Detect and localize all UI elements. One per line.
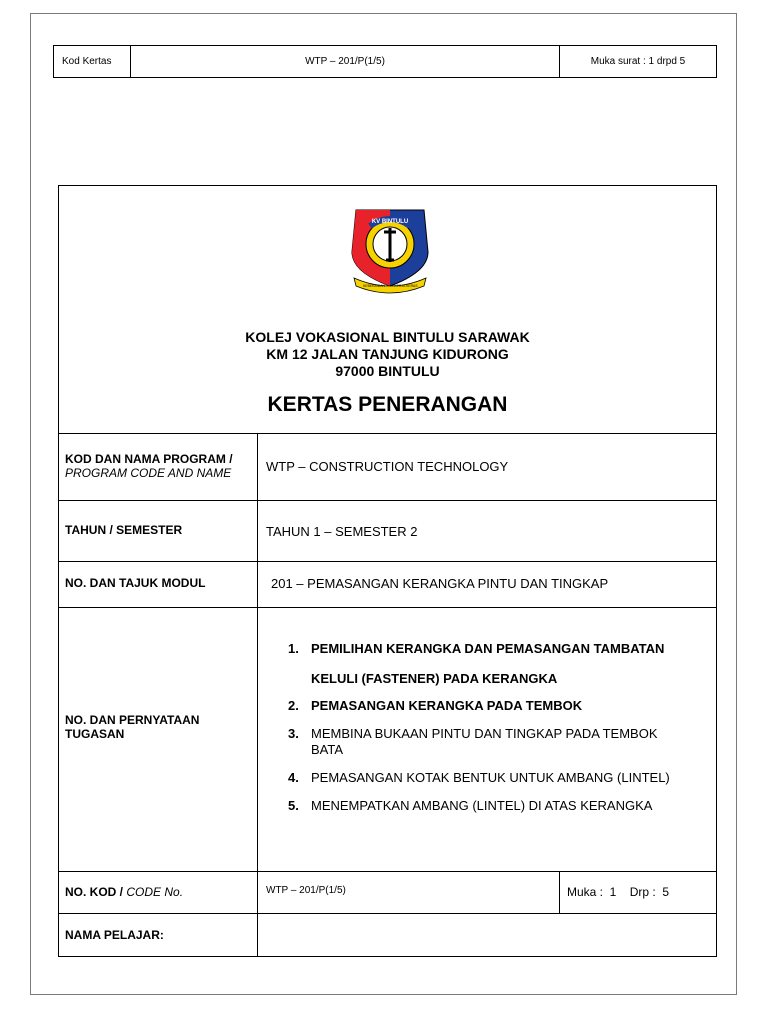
code-label: NO. KOD / CODE No. <box>59 872 258 913</box>
task-item: 1. PEMILIHAN KERANGKA DAN PEMASANGAN TAMBATAN KELULI (FASTENER) PADA KERANGKA <box>288 641 665 686</box>
cover-sheet <box>58 185 717 957</box>
page-header-table <box>53 45 717 78</box>
logo-motto-right: KERJA KERAS <box>394 284 418 288</box>
cover-banner <box>59 186 716 434</box>
institution-address <box>59 329 716 380</box>
kod-kertas-label: Kod Kertas <box>54 46 131 78</box>
module-label: NO. DAN TAJUK MODUL <box>59 562 258 607</box>
task-item: 2. PEMASANGAN KERANGKA PADA TEMBOK <box>288 698 583 713</box>
tasks-label: NO. DAN PERNYATAAN TUGASAN <box>59 608 258 871</box>
institution-street: KM 12 JALAN TANJUNG KIDURONG <box>266 346 509 362</box>
task-item: 3. MEMBINA BUKAAN PINTU DAN TINGKAP PADA TEMBOK BATA <box>288 726 658 757</box>
program-row <box>59 434 716 501</box>
program-value: WTP – CONSTRUCTION TECHNOLOGY <box>266 459 509 474</box>
code-value: WTP – 201/P(1/5) <box>266 885 346 896</box>
student-name-field[interactable] <box>259 914 716 956</box>
task-item: 4. PEMASANGAN KOTAK BENTUK UNTUK AMBANG (LINTEL) <box>288 770 670 785</box>
student-name-row <box>59 914 716 956</box>
semester-label: TAHUN / SEMESTER <box>59 501 258 561</box>
code-row <box>59 872 716 914</box>
task-item: 5. MENEMPATKAN AMBANG (LINTEL) DI ATAS KERANGKA <box>288 798 653 813</box>
tasks-row <box>59 608 716 872</box>
page-number: Muka surat : 1 drpd 5 <box>560 46 717 78</box>
code-page-info: Muka : 1 Drp : 5 <box>559 872 716 913</box>
logo-name: KV BINTULU <box>371 219 409 225</box>
module-row <box>59 562 716 608</box>
program-label: KOD DAN NAMA PROGRAM / PROGRAM CODE AND NAME <box>59 434 258 500</box>
module-value: 201 – PEMASANGAN KERANGKA PINTU DAN TINGKAP <box>271 576 609 591</box>
institution-postcode: 97000 BINTULU <box>335 363 440 379</box>
tasks-value <box>259 608 716 871</box>
document-title: KERTAS PENERANGAN <box>267 393 508 416</box>
institution-name: KOLEJ VOKASIONAL BINTULU SARAWAK <box>245 329 530 345</box>
semester-value: TAHUN 1 – SEMESTER 2 <box>266 524 418 539</box>
task-list <box>288 634 688 826</box>
paper-code: WTP – 201/P(1/5) <box>131 46 560 78</box>
student-name-label: NAMA PELAJAR: <box>59 914 258 956</box>
logo-motto-left: KEBERANIAN <box>363 284 385 288</box>
college-crest-logo <box>344 202 436 294</box>
semester-row <box>59 501 716 562</box>
